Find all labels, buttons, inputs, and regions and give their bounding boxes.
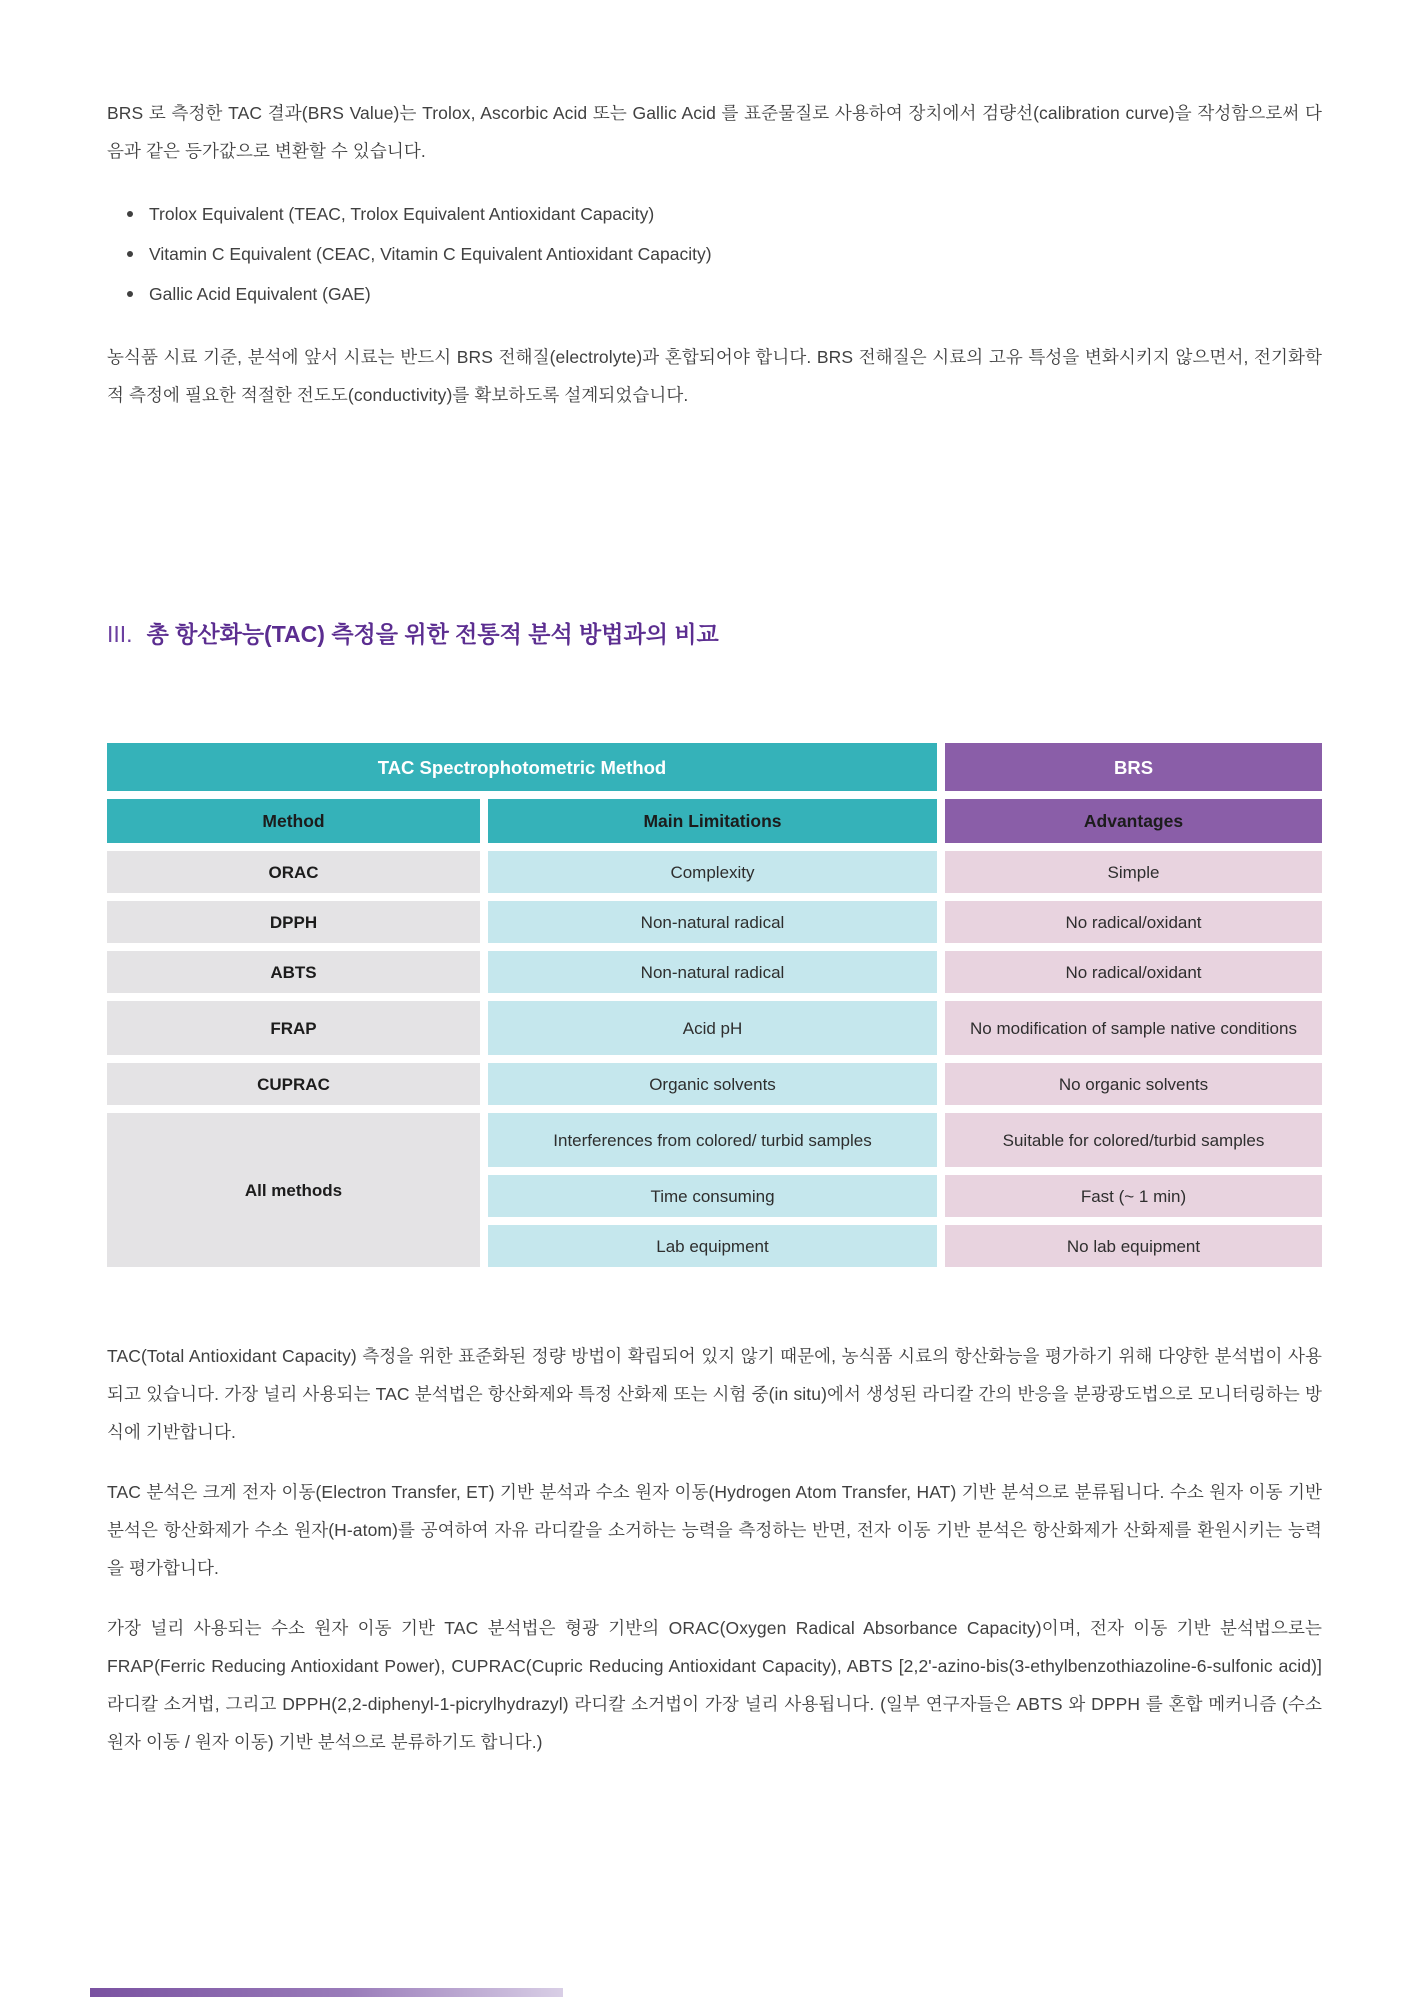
- table-row-orac-method: ORAC: [107, 851, 480, 893]
- table-row-dpph-advantage: No radical/oxidant: [945, 901, 1322, 943]
- column-header-method: Method: [107, 799, 480, 843]
- paragraph-electrolyte: 농식품 시료 기준, 분석에 앞서 시료는 반드시 BRS 전해질(electrolyte)과 혼합되어야 합니다. BRS 전해질은 시료의 고유 특성을 변화시키지 않으면서, 전기화학적 측정에 필요한 적절한 전도도(conductivity)를 확보하도록 설계되었습니다.: [107, 347, 1322, 405]
- table-group-header-tac: TAC Spectrophotometric Method: [107, 743, 937, 791]
- table-row-frap-limit: Acid pH: [488, 1001, 937, 1055]
- paragraph-tac-standardization: TAC(Total Antioxidant Capacity) 측정을 위한 표준화된 정량 방법이 확립되어 있지 않기 때문에, 농식품 시료의 항산화능을 평가하기 위해 다양한 분석법이 사용되고 있습니다. 가장 널리 사용되는 TAC 분석법은 항산화제와 특정 산화제 또는 시험 중(in situ)에서 생성된 라디칼 간의 반응을 분광광도법으로 모니터링하는 방식에 기반합니다.: [107, 1346, 1322, 1442]
- section-numeral: III.: [107, 621, 133, 647]
- comparison-table: [107, 743, 1322, 1267]
- all-methods-advantage-nolab: No lab equipment: [945, 1225, 1322, 1267]
- table-row-cuprac-advantage: No organic solvents: [945, 1063, 1322, 1105]
- table-row-abts-advantage: No radical/oxidant: [945, 951, 1322, 993]
- all-methods-advantage-fast: Fast (~ 1 min): [945, 1175, 1322, 1217]
- list-item-vitamin-c: Vitamin C Equivalent (CEAC, Vitamin C Equivalent Antioxidant Capacity): [149, 234, 1322, 274]
- table-row-all-methods-label: All methods: [107, 1113, 480, 1267]
- table-row-frap-method: FRAP: [107, 1001, 480, 1055]
- table-row-abts-limit: Non-natural radical: [488, 951, 937, 993]
- list-item-gallic: Gallic Acid Equivalent (GAE): [149, 274, 1322, 314]
- paragraph-brs-tac-intro: BRS 로 측정한 TAC 결과(BRS Value)는 Trolox, Ascorbic Acid 또는 Gallic Acid 를 표준물질로 사용하여 장치에서 검량선(calibration curve)을 작성함으로써 다음과 같은 등가값으로 변환할 수 있습니다.: [107, 103, 1322, 161]
- table-row-orac-limit: Complexity: [488, 851, 937, 893]
- column-header-advantages: Advantages: [945, 799, 1322, 843]
- all-methods-limit-colored: Interferences from colored/ turbid samples: [488, 1113, 937, 1167]
- paragraph-common-assays: 가장 널리 사용되는 수소 원자 이동 기반 TAC 분석법은 형광 기반의 ORAC(Oxygen Radical Absorbance Capacity)이며, 전자 이동 기반 분석법으로는 FRAP(Ferric Reducing Antioxidant Power), CUPRAC(Cupric Reducing Antioxidant Capacity), ABTS [2,2'-azino-bis(3-ethylbenzothiazoline-6-sulfonic acid)] 라디칼 소거법, 그리고 DPPH(2,2-diphenyl-1-picrylhydrazyl) 라디칼 소거법이 가장 널리 사용됩니다. (일부 연구자들은 ABTS 와 DPPH 를 혼합 메커니즘 (수소 원자 이동 / 원자 이동) 기반 분석으로 분류하기도 합니다.): [107, 1618, 1322, 1752]
- table-row-cuprac-limit: Organic solvents: [488, 1063, 937, 1105]
- table-row-frap-advantage: No modification of sample native conditions: [945, 1001, 1322, 1055]
- page-content: [0, 94, 1414, 1761]
- paragraph-et-hat: TAC 분석은 크게 전자 이동(Electron Transfer, ET) 기반 분석과 수소 원자 이동(Hydrogen Atom Transfer, HAT) 기반 분석으로 분류됩니다. 수소 원자 이동 기반 분석은 항산화제가 수소 원자(H-atom)를 공여하여 자유 라디칼을 소거하는 능력을 측정하는 반면, 전자 이동 기반 분석은 항산화제가 산화제를 환원시키는 능력을 평가합니다.: [107, 1482, 1322, 1578]
- all-methods-advantage-colored: Suitable for colored/turbid samples: [945, 1113, 1322, 1167]
- section-title: 총 항산화능(TAC) 측정을 위한 전통적 분석 방법과의 비교: [146, 621, 719, 647]
- all-methods-limit-lab: Lab equipment: [488, 1225, 937, 1267]
- table-row-cuprac-method: CUPRAC: [107, 1063, 480, 1105]
- table-row-dpph-limit: Non-natural radical: [488, 901, 937, 943]
- section-heading: [107, 617, 1322, 651]
- table-row-orac-advantage: Simple: [945, 851, 1322, 893]
- all-methods-limit-time: Time consuming: [488, 1175, 937, 1217]
- column-header-limitations: Main Limitations: [488, 799, 937, 843]
- equivalent-list: [107, 194, 1322, 314]
- list-item-trolox: Trolox Equivalent (TEAC, Trolox Equivalent Antioxidant Capacity): [149, 194, 1322, 234]
- table-group-header-brs: BRS: [945, 743, 1322, 791]
- table-row-abts-method: ABTS: [107, 951, 480, 993]
- footer-accent-bar: [90, 1988, 563, 1997]
- table-row-dpph-method: DPPH: [107, 901, 480, 943]
